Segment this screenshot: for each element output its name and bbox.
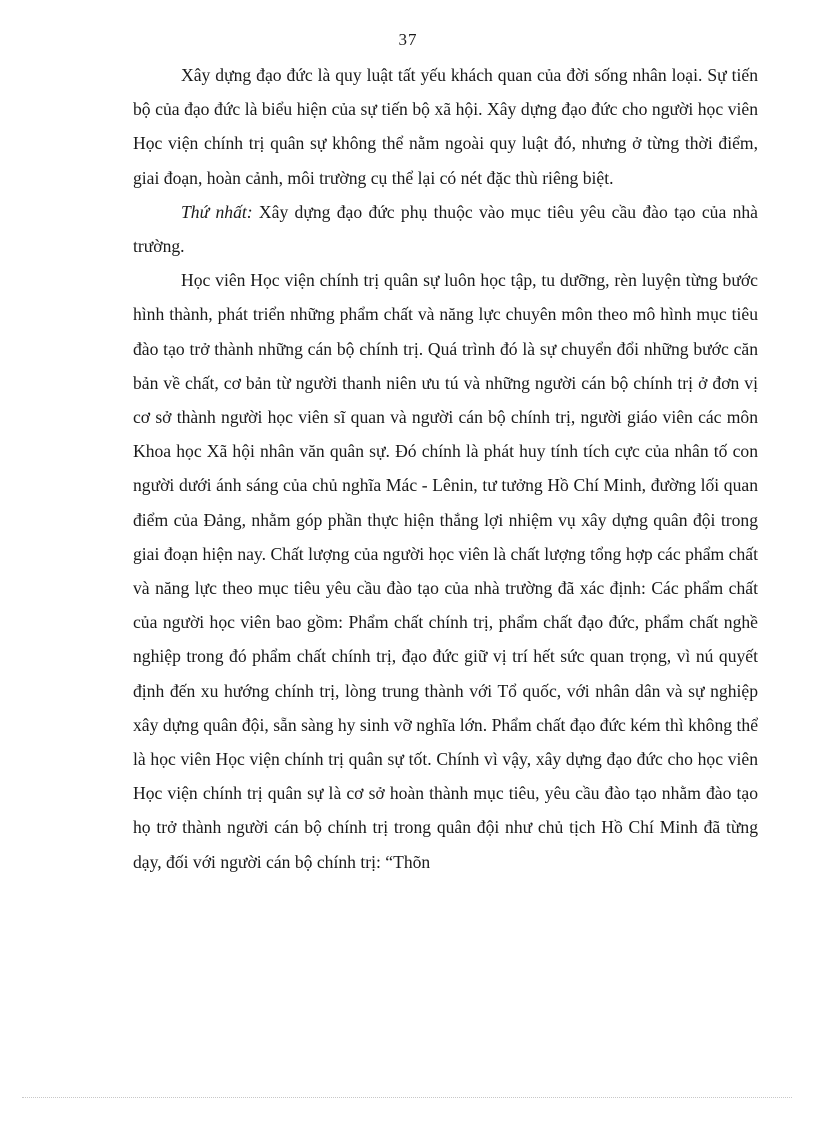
page-number: 37: [398, 30, 418, 49]
document-body: [133, 58, 758, 879]
paragraph-2-lead: Thứ nhất:: [181, 201, 253, 222]
paragraph-2: [133, 195, 758, 263]
paragraph-3: Học viên Học viện chính trị quân sự luôn học tập, tu dưỡng, rèn luyện từng bước hình thành, phát triển những phẩm chất và năng lực chuyên môn theo mô hình mục tiêu đào tạo trở thành những cán bộ chính trị. Quá trình đó là sự chuyển đổi những bước căn bản về chất, cơ bản từ người thanh niên ưu tú và những người cán bộ chính trị ở đơn vị cơ sở thành người học viên sĩ quan và người cán bộ chính trị, người giáo viên các môn Khoa học Xã hội nhân văn quân sự. Đó chính là phát huy tính tích cực của nhân tố con người dưới ánh sáng của chủ nghĩa Mác - Lênin, tư tưởng Hồ Chí Minh, đường lối quan điểm của Đảng, nhằm góp phần thực hiện thắng lợi nhiệm vụ xây dựng quân đội trong giai đoạn hiện nay. Chất lượng của người học viên là chất lượng tổng hợp các phẩm chất và năng lực theo mục tiêu yêu cầu đào tạo của nhà trường đã xác định: Các phẩm chất của người học viên bao gồm: Phẩm chất chính trị, phẩm chất đạo đức, phẩm chất nghề nghiệp trong đó phẩm chất chính trị, đạo đức giữ vị trí hết sức quan trọng, vì nú quyết định đến xu hướng chính trị, lòng trung thành với Tổ quốc, với nhân dân và sự nghiệp xây dựng quân đội, sẵn sàng hy sinh vỡ nghĩa lớn. Phẩm chất đạo đức kém thì không thể là học viên Học viện chính trị quân sự tốt. Chính vì vậy, xây dựng đạo đức cho học viên Học viện chính trị quân sự là cơ sở hoàn thành mục tiêu, yêu cầu đào tạo nhằm đào tạo họ trở thành người cán bộ chính trị trong quân đội như chủ tịch Hồ Chí Minh đã từng dạy, đối với người cán bộ chính trị: “Thõn: [133, 270, 758, 872]
paragraph-1: Xây dựng đạo đức là quy luật tất yếu khách quan của đời sống nhân loại. Sự tiến bộ của đạo đức là biểu hiện của sự tiến bộ xã hội. Xây dựng đạo đức cho người học viên Học viện chính trị quân sự không thể nằm ngoài quy luật đó, nhưng ở từng thời điểm, giai đoạn, hoàn cảnh, môi trường cụ thể lại có nét đặc thù riêng biệt.: [133, 65, 758, 188]
paragraph-2-text: Xây dựng đạo đức phụ thuộc vào mục tiêu yêu cầu đào tạo của nhà trường.: [133, 201, 758, 257]
footer-divider: [22, 1097, 792, 1098]
